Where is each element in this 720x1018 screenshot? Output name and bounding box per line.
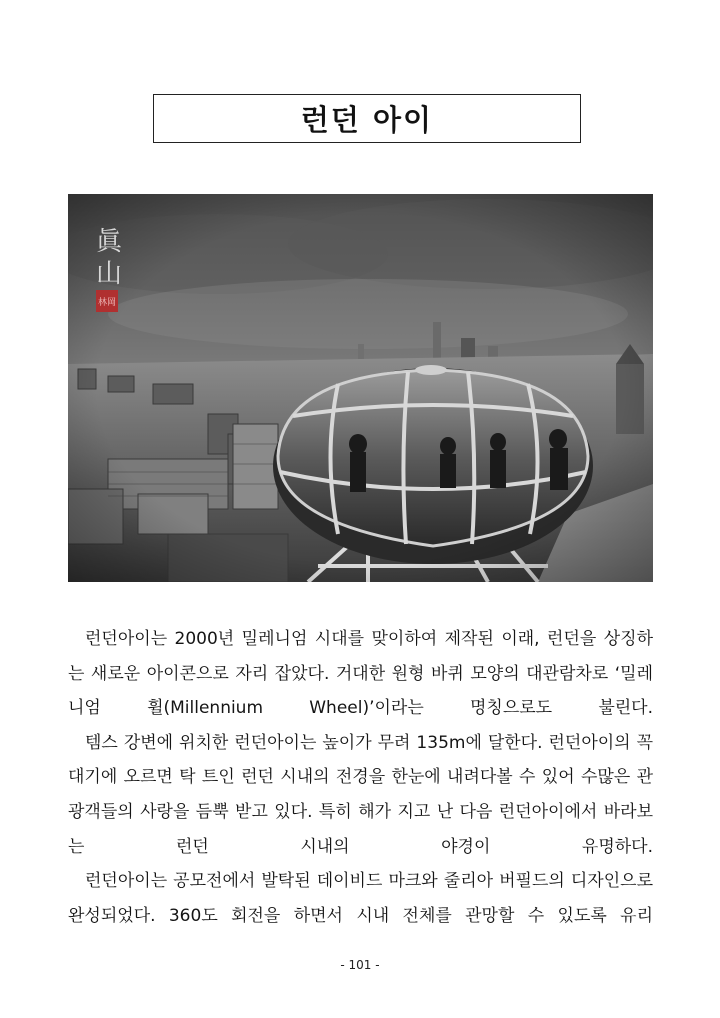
london-eye-photo <box>68 194 653 582</box>
page-number: - 101 - <box>340 958 380 972</box>
calligraphy-char-2: 山 <box>95 259 123 289</box>
title-box <box>153 94 581 143</box>
stamp-text: 林岡 <box>97 298 117 308</box>
paragraph-1: 런던아이는 2000년 밀레니엄 시대를 맞이하여 제작된 이래, 런던을 상징하는 새로운 아이콘으로 자리 잡았다. 거대한 원형 바퀴 모양의 대관람차로 ‘밀레니엄 휠(Millennium Wheel)’이라는 명칭으로도 불린다. <box>68 629 653 719</box>
photo-illustration <box>68 194 653 582</box>
body-text <box>68 622 653 933</box>
page-title: 런던 아이 <box>300 103 434 137</box>
calligraphy-char-1: 眞 <box>95 227 123 257</box>
paragraph-3: 런던아이는 공모전에서 발탁된 데이비드 마크와 줄리아 버필드의 디자인으로 완성되었다. 360도 회전을 하면서 시내 전체를 관망할 수 있도록 유리 <box>68 871 653 926</box>
paragraph-2: 템스 강변에 위치한 런던아이는 높이가 무려 135m에 달한다. 런던아이의 꼭대기에 오르면 탁 트인 런던 시내의 전경을 한눈에 내려다볼 수 있어 수많은 관광객들의 사랑을 듬뿍 받고 있다. 특히 해가 지고 난 다음 런던아이에서 바라보는 런던 시내의 야경이 유명하다. <box>68 732 653 857</box>
